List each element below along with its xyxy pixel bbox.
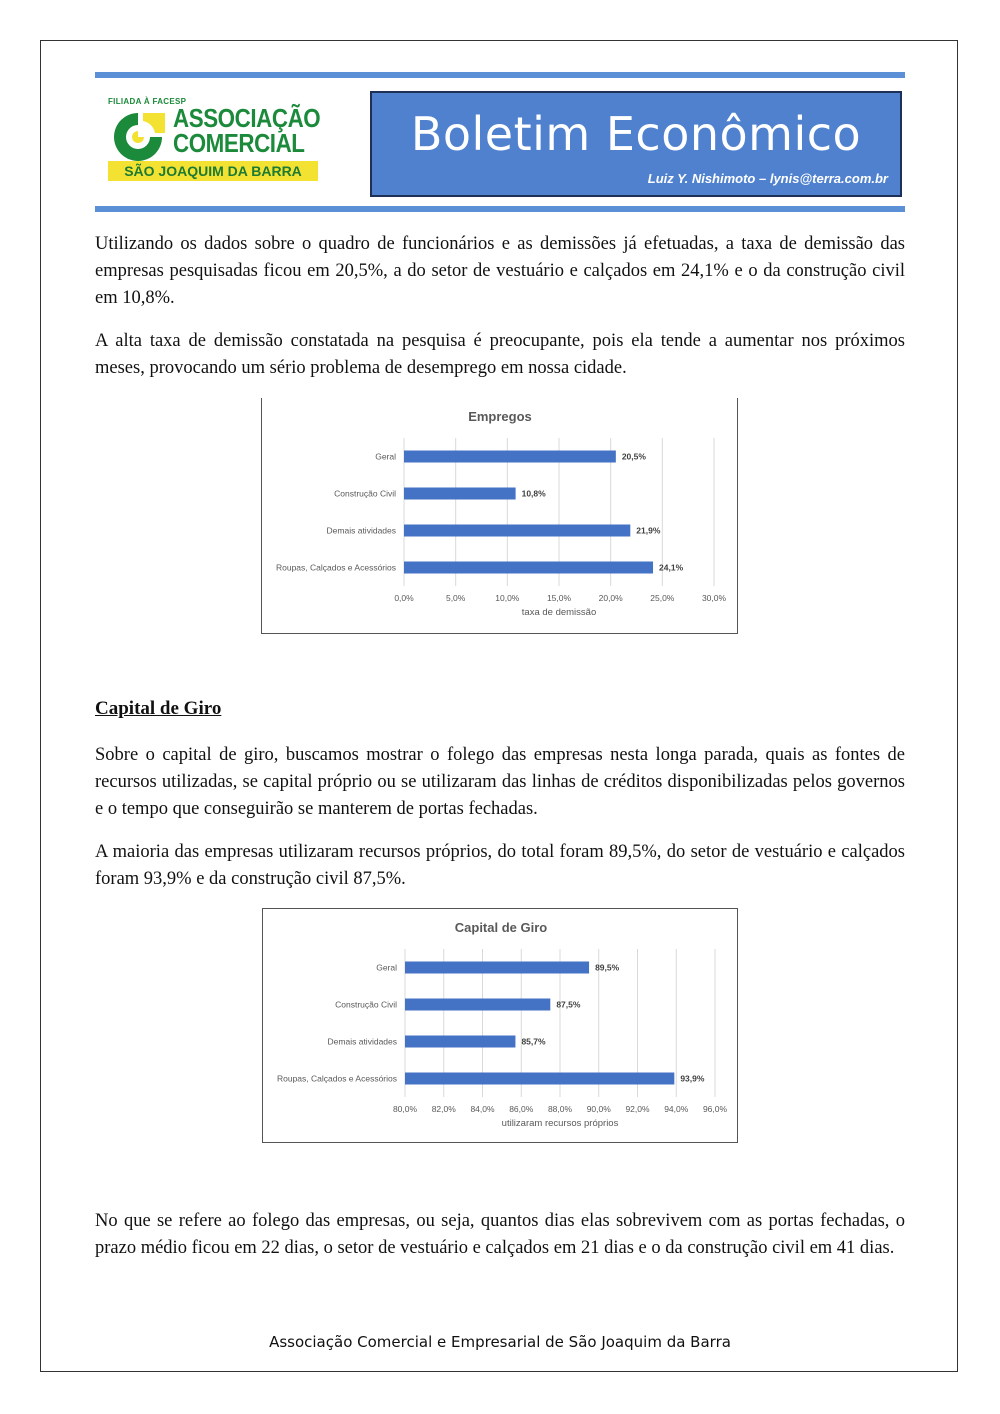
logo-city-text: SÃO JOAQUIM DA BARRA [124,163,302,179]
data-label: 87,5% [556,999,581,1010]
category-label: Roupas, Calçados e Acessórios [276,1073,397,1084]
bar [405,962,589,974]
x-tick-label: 96,0% [702,1104,728,1114]
bar [405,1073,674,1085]
category-label: Demais atividades [327,1036,397,1047]
logo-affiliation-text: FILIADA À FACESP [108,97,187,106]
x-tick-label: 15,0% [546,593,572,603]
association-logo [105,95,320,185]
x-tick-label: 10,0% [495,593,520,603]
x-tick-label: 5,0% [445,593,466,603]
category-label: Geral [375,451,396,462]
logo-emblem-icon [105,107,171,163]
header-top-rule [95,72,905,78]
x-tick-label: 94,0% [664,1104,689,1114]
x-tick-label: 82,0% [431,1104,456,1114]
logo-city-band [108,161,318,181]
chart-capital-de-giro-svg [263,909,739,1144]
logo-line-2: COMERCIAL [173,128,305,158]
data-label: 85,7% [521,1036,546,1047]
bar [405,1036,515,1048]
x-tick-label: 30,0% [701,593,727,603]
chart-capital-de-giro [262,908,738,1143]
data-label: 20,5% [621,451,646,462]
x-tick-label: 25,0% [650,593,675,603]
x-axis-label: utilizaram recursos próprios [501,1118,619,1129]
category-label: Geral [376,962,397,973]
x-tick-label: 88,0% [547,1104,573,1114]
data-label: 21,9% [636,525,661,536]
bar [405,999,550,1011]
paragraph-dismissal-concern: A alta taxa de demissão constatada na pesquisa é preocupante, pois ela tende a aumentar nos próximos meses, provocando um sério problema de desemprego em nossa cidade. [95,331,905,378]
x-tick-label: 20,0% [598,593,623,603]
x-tick-label: 86,0% [509,1104,534,1114]
paragraph-own-resources: A maioria das empresas utilizaram recursos próprios, do total foram 89,5%, do setor de vestuário e calçados foram 93,9% e da construção civil 87,5%. [95,842,905,889]
chart-empregos-svg [262,398,739,634]
data-label: 24,1% [659,562,684,573]
page-footer: Associação Comercial e Empresarial de São Joaquim da Barra [269,1333,731,1351]
x-tick-label: 84,0% [470,1104,495,1114]
paragraph-working-capital-intro: Sobre o capital de giro, buscamos mostrar o folego das empresas nesta longa parada, quais as fontes de recursos utilizadas, se capital próprio ou se utilizaram das linhas de créditos disponibilizadas pelos governos e o tempo que conseguirão se manterem de portas fechadas. [95,745,905,819]
x-tick-label: 0,0% [394,593,414,603]
x-tick-label: 92,0% [625,1104,650,1114]
data-label: 93,9% [680,1073,705,1084]
category-label: Construção Civil [335,999,397,1010]
logo-line-1: ASSOCIAÇÃO [173,103,321,133]
bulletin-header-box [370,91,902,197]
bar [404,525,630,537]
chart-title: Capital de Giro [454,920,548,935]
x-tick-label: 80,0% [392,1104,418,1114]
x-tick-label: 90,0% [586,1104,611,1114]
chart-title: Empregos [468,409,532,424]
category-label: Roupas, Calçados e Acessórios [275,562,396,573]
paragraph-survival-days: No que se refere ao folego das empresas, ou seja, quantos dias elas sobrevivem com as portas fechadas, o prazo médio ficou em 22 dias, o setor de vestuário e calçados em 21 dias e o da construção civil em 41 dias. [95,1211,905,1258]
bar [404,562,653,574]
x-axis-label: taxa de demissão [521,607,597,618]
bar [404,488,516,500]
page-title: Boletim Econômico [410,107,862,161]
data-label: 89,5% [595,962,620,973]
bar [404,451,616,463]
category-label: Construção Civil [334,488,396,499]
paragraph-dismissal-rates: Utilizando os dados sobre o quadro de funcionários e as demissões já efetuadas, a taxa de demissão das empresas pesquisadas ficou em 20,5%, a do setor de vestuário e calçados em 24,1% e o da construção civil em 10,8%. [95,234,905,308]
chart-empregos [261,398,738,634]
data-label: 10,8% [521,488,546,499]
author-credit: Luiz Y. Nishimoto – lynis@terra.com.br [647,171,888,186]
section-heading-capital-de-giro: Capital de Giro [95,698,222,719]
header-bottom-rule [95,206,905,212]
category-label: Demais atividades [326,525,396,536]
